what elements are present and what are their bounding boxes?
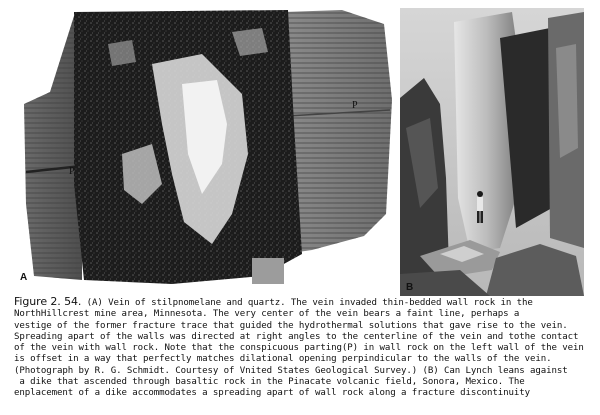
panel-a-label: A [20,272,28,283]
photo-panel-a [12,4,396,287]
parting-label-left: P [69,166,75,177]
caption-line: NorthHillcrest mine area, Minnesota. The very center of the vein bears a faint line, perhaps a [14,309,520,320]
figure-caption [14,296,594,400]
vein-photo [12,4,396,287]
caption-line: is offset in a way that perfectly matches dilational opening perpindicular to the walls of the vein. [14,354,552,365]
caption-line: (A) Vein of stilpnomelane and quartz. The vein invaded thin-bedded wall rock in the [81,298,533,308]
parting-label-right: P [352,100,358,111]
caption-line: a dike that ascended through basaltic rock in the Pinacate volcanic field, Sonora, Mexico. The [14,377,525,388]
caption-line: enplacement of a dike accommodates a spreading apart of wall rock along a fracture discontinuity [14,388,530,399]
caption-line: of the vein with wall rock. Note that the conspicuous parting(P) in wall rock on the left wall of the vein [14,343,584,354]
panel-b-label: B [406,282,414,293]
caption-line: Spreading apart of the walls was directed at right angles to the centerline of the vein and tothe contact [14,331,579,342]
caption-line: (Photograph by R. G. Schmidt. Courtesy of Vnited States Geological Survey.) (B) Can Lynch leans against [14,365,568,376]
dike-photo [400,8,584,296]
figure-number: Figure 2. 54. [14,295,82,308]
caption-line: vestige of the former fracture trace that guided the hydrothermal solutions that gave rise to the vein. [14,320,568,331]
photo-panel-b [400,8,584,296]
